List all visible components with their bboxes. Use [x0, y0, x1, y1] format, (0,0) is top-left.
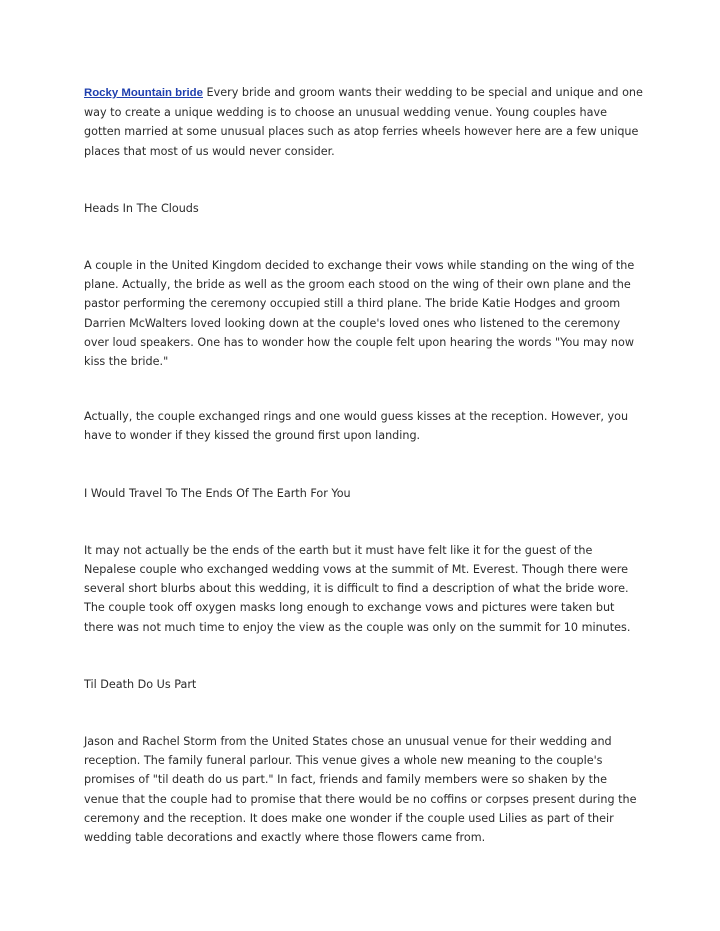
clouds-paragraph-2: Actually, the couple exchanged rings and one would guess kisses at the reception. However, you have to wonder if they kissed the ground first upon landing. — [84, 410, 629, 443]
funeral-parlour-paragraph: Jason and Rachel Storm from the United States chose an unusual venue for their wedding and reception. The family funeral parlour. This venue gives a whole new meaning to the couple's promises of "til death do us part." In fact, friends and family members were so shaken by the venue that the couple had to promise that there would be no coffins or corpses present during the ceremony and the reception. It does make one wonder if the couple used Lilies as part of their wedding table decorations and exactly where those flowers came from. — [84, 735, 637, 845]
everest-paragraph: It may not actually be the ends of the earth but it must have felt like it for the guest of the Nepalese couple who exchanged wedding vows at the summit of Mt. Everest. Though there were several short blurbs about this wedding, it is difficult to find a description of what the bride wore. The couple took off oxygen masks long enough to exchange vows and pictures were taken but there was not much time to enjoy the view as the couple was only on the summit for 10 minutes. — [84, 543, 631, 634]
section-heading-til-death: Til Death Do Us Part — [84, 677, 197, 691]
rocky-mountain-bride-link[interactable]: Rocky Mountain bride — [84, 87, 203, 99]
section-heading-ends-of-earth: I Would Travel To The Ends Of The Earth For You — [84, 486, 351, 500]
document-page — [84, 83, 644, 847]
clouds-paragraph-1: A couple in the United Kingdom decided to exchange their vows while standing on the wing of the plane. Actually, the bride as well as the groom each stood on the wing of their own plane and the pastor performing the ceremony occupied still a third plane. The bride Katie Hodges and groom Darrien McWalters loved looking down at the couple's loved ones who listened to the ceremony over loud speakers. One has to wonder how the couple felt upon hearing the words "You may now kiss the bride." — [84, 259, 635, 369]
section-heading-clouds: Heads In The Clouds — [84, 201, 199, 215]
intro-text: Every bride and groom wants their wedding to be special and unique and one way to create a unique wedding is to choose an unusual wedding venue. Young couples have gotten married at some unusual places such as atop ferries wheels however here are a few unique places that most of us would never consider. — [84, 86, 643, 158]
intro-paragraph — [84, 83, 644, 161]
